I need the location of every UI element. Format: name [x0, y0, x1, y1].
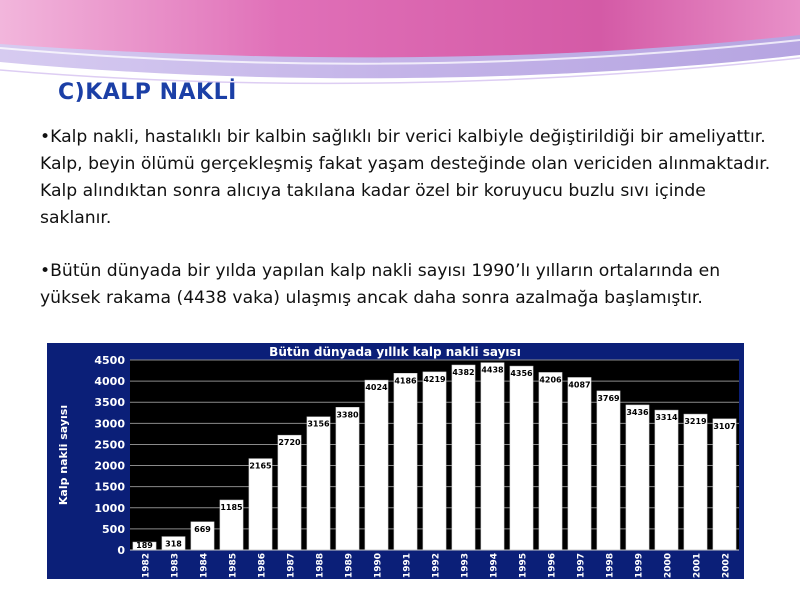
bar-value-label: 3156: [307, 419, 330, 429]
x-tick-label: 1989: [344, 553, 355, 579]
y-tick-label: 4500: [94, 354, 125, 367]
bar: [423, 372, 446, 550]
chart-title: Bütün dünyada yıllık kalp nakli sayısı: [269, 345, 521, 359]
bar: [365, 380, 388, 550]
x-tick-label: 2001: [692, 553, 703, 579]
bar-value-label: 2720: [278, 438, 301, 448]
x-tick-label: 1999: [634, 553, 645, 579]
bar-value-label: 4087: [568, 380, 591, 390]
bar-value-label: 4438: [481, 365, 504, 375]
x-tick-label: 1995: [518, 553, 529, 579]
y-tick-label: 500: [102, 522, 125, 536]
x-tick-label: 1986: [257, 553, 268, 579]
bar-value-label: 2165: [249, 461, 272, 471]
y-tick-label: 0: [117, 544, 125, 557]
x-tick-label: 1992: [431, 553, 442, 579]
x-tick-label: 1998: [605, 553, 616, 579]
bar-chart: [47, 343, 744, 579]
x-tick-label: 1987: [286, 553, 297, 579]
bar-value-label: 189: [136, 541, 153, 550]
x-tick-label: 1994: [489, 553, 500, 579]
x-tick-label: 1991: [402, 553, 413, 579]
bar: [452, 365, 475, 550]
bar-value-label: 318: [165, 539, 182, 549]
bar: [394, 373, 417, 550]
y-tick-label: 1500: [94, 480, 125, 494]
bar-value-label: 3107: [713, 421, 736, 431]
y-tick-label: 3000: [94, 417, 125, 431]
bar: [481, 363, 504, 550]
paragraph-transplant-statistics: •Bütün dünyada bir yılda yapılan kalp nakli sayısı 1990’lı yılların ortalarında en yüksek rakama (4438 vaka) ulaşmış ancak daha sonra azalmağa başlamıştır.: [40, 261, 721, 308]
bar: [307, 417, 330, 550]
bar: [510, 366, 533, 550]
x-tick-label: 2000: [663, 553, 674, 579]
y-axis-label: Kalp nakli sayısı: [57, 404, 70, 506]
bar-value-label: 3769: [597, 393, 620, 403]
bar-value-label: 3219: [684, 417, 707, 427]
bar-value-label: 4219: [423, 374, 446, 384]
bar-value-label: 4186: [394, 376, 417, 386]
bar: [713, 419, 736, 550]
y-tick-label: 2500: [94, 438, 125, 452]
bar: [249, 459, 272, 550]
bar: [655, 410, 678, 550]
x-tick-label: 1983: [170, 553, 181, 579]
bar-value-label: 4206: [539, 375, 562, 385]
bar-value-label: 3314: [655, 413, 678, 423]
bar: [684, 414, 707, 550]
bar-value-label: 669: [194, 524, 211, 534]
bar-value-label: 3380: [336, 410, 359, 420]
bar: [626, 405, 649, 550]
bar-value-label: 4356: [510, 369, 533, 379]
bar: [539, 372, 562, 550]
x-tick-label: 1993: [460, 553, 471, 579]
y-tick-label: 1000: [94, 501, 125, 515]
bar-value-label: 1185: [220, 502, 243, 512]
bar-chart-svg: [47, 343, 744, 579]
x-tick-label: 1982: [141, 553, 152, 579]
bar: [597, 391, 620, 550]
bar: [336, 407, 359, 550]
bar-value-label: 4382: [452, 367, 475, 377]
x-tick-label: 1990: [373, 553, 384, 579]
x-tick-label: 1996: [547, 553, 558, 579]
slide-title: C)KALP NAKLİ: [58, 80, 237, 105]
bar-value-label: 4024: [365, 383, 388, 393]
y-tick-label: 2000: [94, 459, 125, 473]
bar-value-label: 3436: [626, 407, 649, 417]
x-tick-label: 2002: [721, 553, 732, 579]
x-tick-label: 1988: [315, 553, 326, 579]
y-tick-label: 3500: [94, 396, 125, 410]
x-tick-label: 1997: [576, 553, 587, 579]
y-tick-label: 4000: [94, 375, 125, 389]
bar: [568, 377, 591, 550]
bar: [278, 435, 301, 550]
x-tick-label: 1985: [228, 553, 239, 579]
x-tick-label: 1984: [199, 553, 210, 579]
paragraph-transplant-definition: •Kalp nakli, hastalıklı bir kalbin sağlıklı bir verici kalbiyle değiştirildiği bir ameliyattır. Kalp, beyin ölümü gerçekleşmiş fakat yaşam desteğinde olan vericiden alınmaktadır. Kalp alındıktan sonra alıcıya takılana kadar özel bir koruyucu buzlu sıvı içinde saklanır.: [40, 127, 771, 228]
